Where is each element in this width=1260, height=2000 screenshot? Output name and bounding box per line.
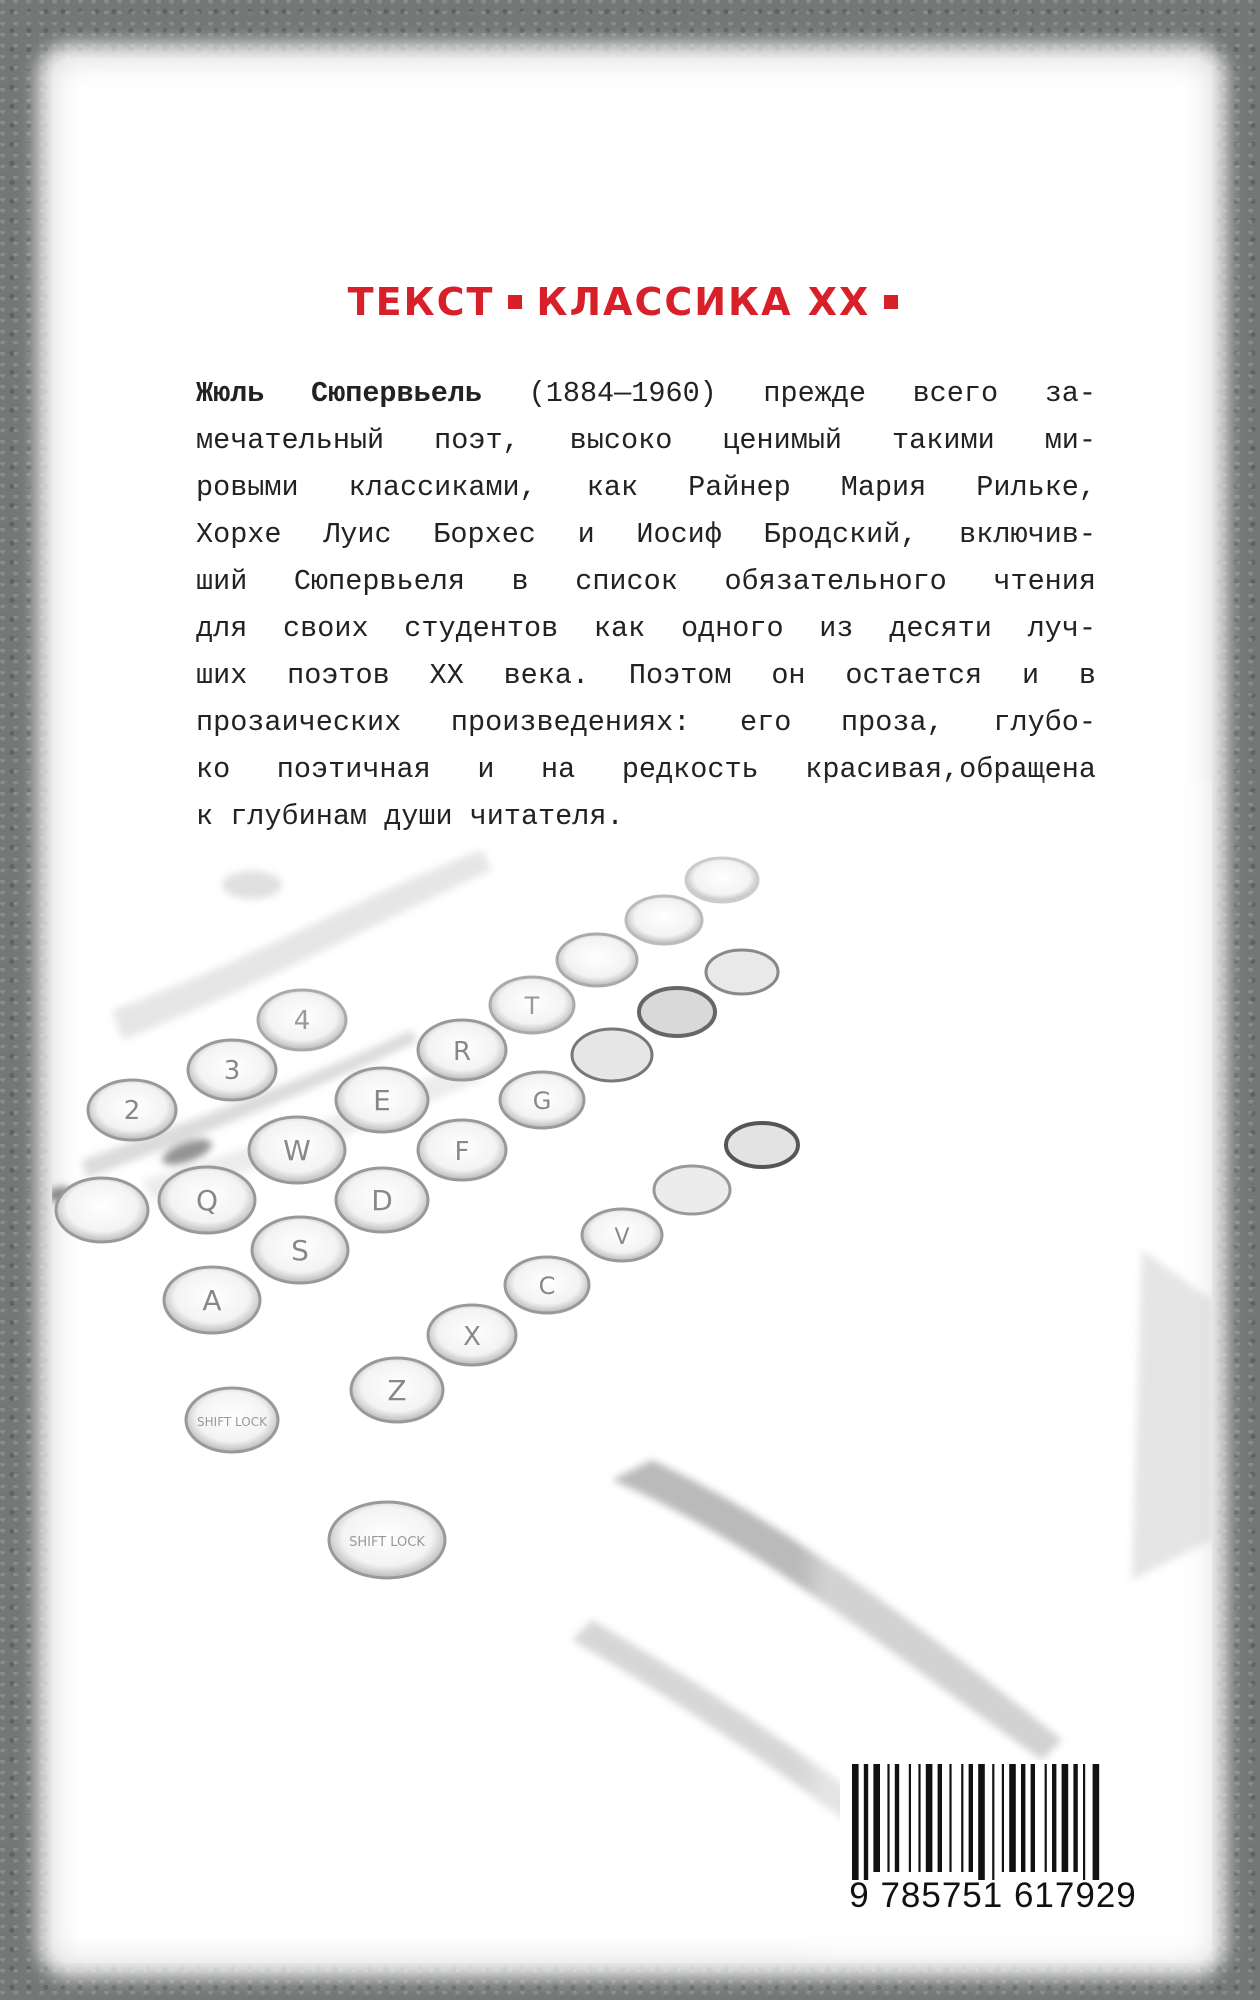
svg-text:SHIFT LOCK: SHIFT LOCK — [349, 1535, 425, 1550]
typewriter-key — [418, 1020, 506, 1080]
typewriter-key — [252, 1217, 348, 1283]
barcode-bar — [873, 1764, 880, 1872]
svg-text:W: W — [283, 1134, 311, 1167]
isbn-number: 9 785751 617929 — [849, 1876, 1137, 1915]
barcode-bar — [1083, 1764, 1085, 1880]
author-name: Жюль Сюпервьель — [196, 377, 483, 410]
barcode-bar — [978, 1764, 985, 1880]
barcode-bar — [1062, 1764, 1069, 1872]
typewriter-key — [329, 1502, 445, 1578]
typewriter-key — [258, 990, 346, 1050]
svg-text:T: T — [524, 992, 540, 1020]
annotation-line: прозаических произведениях: его проза, глубо- — [196, 706, 1096, 739]
svg-text:SHIFT LOCK: SHIFT LOCK — [197, 1415, 267, 1429]
barcode-bar — [1031, 1764, 1035, 1872]
annotation-line: для своих студентов как одного из десяти луч- — [196, 612, 1096, 645]
typewriter-key — [159, 1167, 255, 1233]
square-bullet-icon — [508, 295, 522, 309]
barcode-bar — [969, 1764, 973, 1872]
svg-text:D: D — [371, 1184, 393, 1217]
book-annotation — [196, 370, 1096, 840]
barcode-bar — [1021, 1764, 1025, 1872]
barcode-bars — [840, 1760, 1140, 1880]
svg-text:S: S — [291, 1234, 309, 1267]
svg-text:2: 2 — [123, 1096, 141, 1126]
annotation-line: ровыми классиками, как Райнер Мария Рильке, — [196, 471, 1096, 504]
barcode-bar — [918, 1764, 920, 1872]
typewriter-key — [164, 1267, 260, 1333]
isbn-barcode — [840, 1760, 1140, 1935]
svg-text:X: X — [463, 1322, 481, 1352]
series-title — [0, 280, 1260, 324]
barcode-bar — [1009, 1764, 1016, 1872]
typewriter-key — [249, 1117, 345, 1183]
barcode-bar — [1073, 1764, 1077, 1872]
svg-text:4: 4 — [293, 1006, 311, 1036]
barcode-bar — [949, 1764, 951, 1872]
typewriter-key — [505, 1257, 589, 1313]
annotation-line: ший Сюпервьеля в список обязательного чтения — [196, 565, 1096, 598]
typewriter-key — [351, 1358, 443, 1422]
barcode-bar — [1002, 1764, 1004, 1872]
svg-text:Q: Q — [195, 1184, 219, 1217]
annotation-line: Жюль Сюпервьель (1884—1960) прежде всего за- — [196, 377, 1097, 410]
typewriter-key — [188, 1040, 276, 1100]
typewriter-key — [490, 977, 574, 1033]
svg-text:R: R — [452, 1037, 472, 1067]
barcode-bar — [852, 1764, 859, 1880]
typewriter-key — [582, 1209, 662, 1261]
annotation-line: ко поэтичная и на редкость красивая,обращена — [196, 753, 1096, 786]
barcode-bar — [992, 1764, 994, 1880]
annotation-line: ших поэтов XX века. Поэтом он остается и в — [196, 659, 1096, 692]
series-part-1: ТЕКСТ — [347, 280, 495, 324]
typewriter-key — [186, 1388, 278, 1452]
barcode-bar — [895, 1764, 899, 1872]
annotation-line: мечательный поэт, высоко ценимый такими ми- — [196, 424, 1096, 457]
svg-text:3: 3 — [223, 1056, 241, 1086]
svg-text:V: V — [614, 1225, 630, 1250]
svg-text:C: C — [538, 1272, 556, 1300]
typewriter-key — [336, 1168, 428, 1232]
svg-text:G: G — [532, 1087, 552, 1115]
barcode-bar — [887, 1764, 889, 1872]
series-part-2: КЛАССИКА XX — [536, 280, 871, 324]
key-row-zxcv — [351, 1123, 798, 1422]
barcode-bar — [926, 1764, 933, 1872]
barcode-bar — [938, 1764, 942, 1872]
annotation-line: Хорхе Луис Борхес и Иосиф Бродский, включив- — [196, 518, 1096, 551]
typewriter-key — [500, 1072, 584, 1128]
barcode-bar — [1052, 1764, 1056, 1872]
barcode-bar — [961, 1764, 963, 1872]
square-bullet-icon — [884, 295, 898, 309]
svg-text:E: E — [373, 1084, 391, 1117]
barcode-bar — [909, 1764, 911, 1872]
barcode-bar — [1093, 1764, 1100, 1880]
barcode-bar — [1045, 1764, 1047, 1872]
barcode-bar — [864, 1764, 868, 1880]
typewriter-key — [428, 1305, 516, 1365]
svg-text:Z: Z — [387, 1374, 407, 1407]
typewriter-key — [336, 1068, 428, 1132]
typewriter-key — [418, 1120, 506, 1180]
svg-text:F: F — [454, 1137, 470, 1167]
annotation-line: к глубинам души читателя. — [196, 800, 624, 833]
typewriter-key — [88, 1080, 176, 1140]
svg-text:A: A — [202, 1284, 222, 1317]
